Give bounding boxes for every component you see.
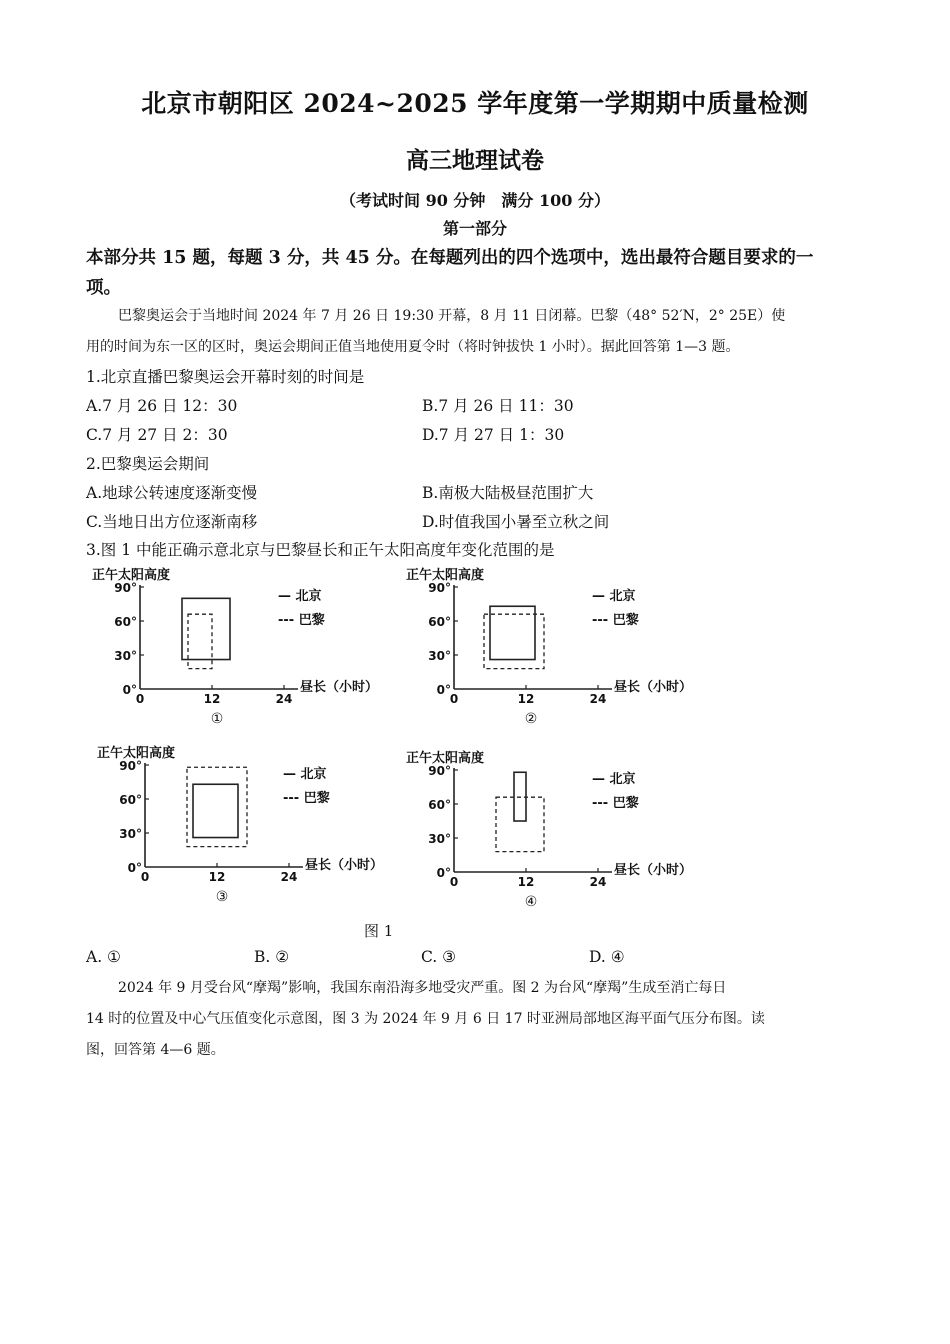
chart-1-y-tick-label: 0° bbox=[122, 683, 137, 697]
chart-4-x-title: 昼长（小时） bbox=[614, 863, 693, 878]
q1-option-c[interactable]: C.7 月 27 日 2：30 bbox=[86, 426, 228, 444]
chart-3-y-tick-label: 90° bbox=[119, 759, 142, 773]
chart-2-y-tick-label: 90° bbox=[428, 581, 451, 595]
instructions-line-2: 项。 bbox=[86, 278, 121, 298]
chart-2-y-tick-label: 30° bbox=[428, 649, 451, 663]
chart-4-legend-beijing: — 北京 bbox=[592, 772, 636, 787]
chart-1-beijing-box bbox=[182, 598, 230, 659]
chart-1-x-tick-label: 0 bbox=[135, 692, 145, 706]
chart-4-y-tick-label: 90° bbox=[428, 764, 451, 778]
chart-2-x-tick-label: 12 bbox=[517, 692, 535, 706]
chart-3-x-tick-label: 0 bbox=[140, 870, 150, 884]
chart-4-y-tick-label: 0° bbox=[436, 866, 451, 880]
q3-option-a[interactable]: A. ① bbox=[86, 948, 121, 966]
page-subtitle: 高三地理试卷 bbox=[406, 147, 544, 174]
chart-3-y-tick-label: 30° bbox=[119, 827, 142, 841]
passage-2-line-3: 图，回答第 4—6 题。 bbox=[86, 1042, 225, 1058]
passage-1-line-1: 巴黎奥运会于当地时间 2024 年 7 月 26 日 19:30 开幕，8 月 11 日闭幕。巴黎（48° 52′N，2° 25E）使 bbox=[118, 308, 786, 324]
chart-3-y-tick-label: 0° bbox=[127, 861, 142, 875]
chart-2-x-tick-label: 0 bbox=[449, 692, 459, 706]
q3-stem: 3.图 1 中能正确示意北京与巴黎昼长和正午太阳高度年变化范围的是 bbox=[86, 541, 555, 559]
q2-option-a[interactable]: A.地球公转速度逐渐变慢 bbox=[86, 484, 258, 502]
instructions-line-1: 本部分共 15 题，每题 3 分，共 45 分。在每题列出的四个选项中，选出最符合题目要求的一 bbox=[86, 248, 814, 268]
q3-option-c[interactable]: C. ③ bbox=[421, 948, 457, 966]
chart-2-x-tick-label: 24 bbox=[589, 692, 607, 706]
chart-1-legend-paris: --- 巴黎 bbox=[278, 613, 325, 628]
passage-2-line-1: 2024 年 9 月受台风“摩羯”影响，我国东南沿海多地受灾严重。图 2 为台风“摩羯”生成至消亡每日 bbox=[118, 980, 727, 996]
chart-4-y-title: 正午太阳高度 bbox=[406, 751, 485, 766]
chart-1-legend-beijing: — 北京 bbox=[278, 589, 322, 604]
chart-4-panel-label: ④ bbox=[524, 894, 538, 910]
exam-info: （考试时间 90 分钟 满分 100 分） bbox=[340, 191, 610, 210]
chart-4-y-tick-label: 30° bbox=[428, 832, 451, 846]
chart-3-y-tick-label: 60° bbox=[119, 793, 142, 807]
q1-option-d[interactable]: D.7 月 27 日 1：30 bbox=[422, 426, 565, 444]
chart-2-y-tick-label: 0° bbox=[436, 683, 451, 697]
chart-1-y-title: 正午太阳高度 bbox=[92, 568, 171, 583]
q2-option-d[interactable]: D.时值我国小暑至立秋之间 bbox=[422, 513, 610, 531]
chart-4-x-tick-label: 0 bbox=[449, 875, 459, 889]
passage-1-line-2: 用的时间为东一区的区时，奥运会期间正值当地使用夏令时（将时钟拔快 1 小时）。据此回答第 1—3 题。 bbox=[86, 339, 740, 355]
page-title: 北京市朝阳区 2024~2025 学年度第一学期期中质量检测 bbox=[141, 89, 809, 118]
q1-option-b[interactable]: B.7 月 26 日 11：30 bbox=[422, 397, 574, 415]
q1-option-a[interactable]: A.7 月 26 日 12：30 bbox=[86, 397, 238, 415]
chart-4-x-tick-label: 24 bbox=[589, 875, 607, 889]
chart-1-x-tick-label: 12 bbox=[203, 692, 221, 706]
q2-option-c[interactable]: C.当地日出方位逐渐南移 bbox=[86, 513, 258, 531]
chart-4-legend-paris: --- 巴黎 bbox=[592, 796, 639, 811]
q3-option-d[interactable]: D. ④ bbox=[589, 948, 625, 966]
chart-1-y-tick-label: 90° bbox=[114, 581, 137, 595]
chart-2-panel-label: ② bbox=[524, 711, 538, 727]
chart-1-x-title: 昼长（小时） bbox=[300, 680, 379, 695]
chart-3-x-title: 昼长（小时） bbox=[305, 858, 384, 873]
chart-1-x-tick-label: 24 bbox=[275, 692, 293, 706]
q2-stem: 2.巴黎奥运会期间 bbox=[86, 455, 210, 473]
chart-2-legend-paris: --- 巴黎 bbox=[592, 613, 639, 628]
chart-2-y-title: 正午太阳高度 bbox=[406, 568, 485, 583]
q2-option-b[interactable]: B.南极大陆极昼范围扩大 bbox=[422, 484, 594, 502]
chart-2-x-title: 昼长（小时） bbox=[614, 680, 693, 695]
chart-2-legend-beijing: — 北京 bbox=[592, 589, 636, 604]
chart-3-x-tick-label: 12 bbox=[208, 870, 226, 884]
figure-1-caption: 图 1 bbox=[364, 922, 394, 940]
chart-1-panel-label: ① bbox=[210, 711, 224, 727]
chart-1-y-tick-label: 60° bbox=[114, 615, 137, 629]
figure-1 bbox=[0, 558, 950, 920]
q3-option-b[interactable]: B. ② bbox=[254, 948, 290, 966]
chart-2-y-tick-label: 60° bbox=[428, 615, 451, 629]
chart-3-legend-paris: --- 巴黎 bbox=[283, 791, 330, 806]
chart-4-y-tick-label: 60° bbox=[428, 798, 451, 812]
passage-2-line-2: 14 时的位置及中心气压值变化示意图，图 3 为 2024 年 9 月 6 日 17 时亚洲局部地区海平面气压分布图。读 bbox=[86, 1011, 765, 1027]
chart-4-paris-box bbox=[496, 797, 544, 851]
q1-stem: 1.北京直播巴黎奥运会开幕时刻的时间是 bbox=[86, 368, 365, 386]
chart-4-x-tick-label: 12 bbox=[517, 875, 535, 889]
chart-1-y-tick-label: 30° bbox=[114, 649, 137, 663]
chart-1-paris-box bbox=[188, 614, 212, 668]
chart-3-beijing-box bbox=[193, 784, 238, 837]
part-title: 第一部分 bbox=[442, 219, 507, 238]
chart-3-x-tick-label: 24 bbox=[280, 870, 298, 884]
chart-3-y-title: 正午太阳高度 bbox=[97, 746, 176, 761]
chart-3-legend-beijing: — 北京 bbox=[283, 767, 327, 782]
chart-3-panel-label: ③ bbox=[215, 889, 229, 905]
